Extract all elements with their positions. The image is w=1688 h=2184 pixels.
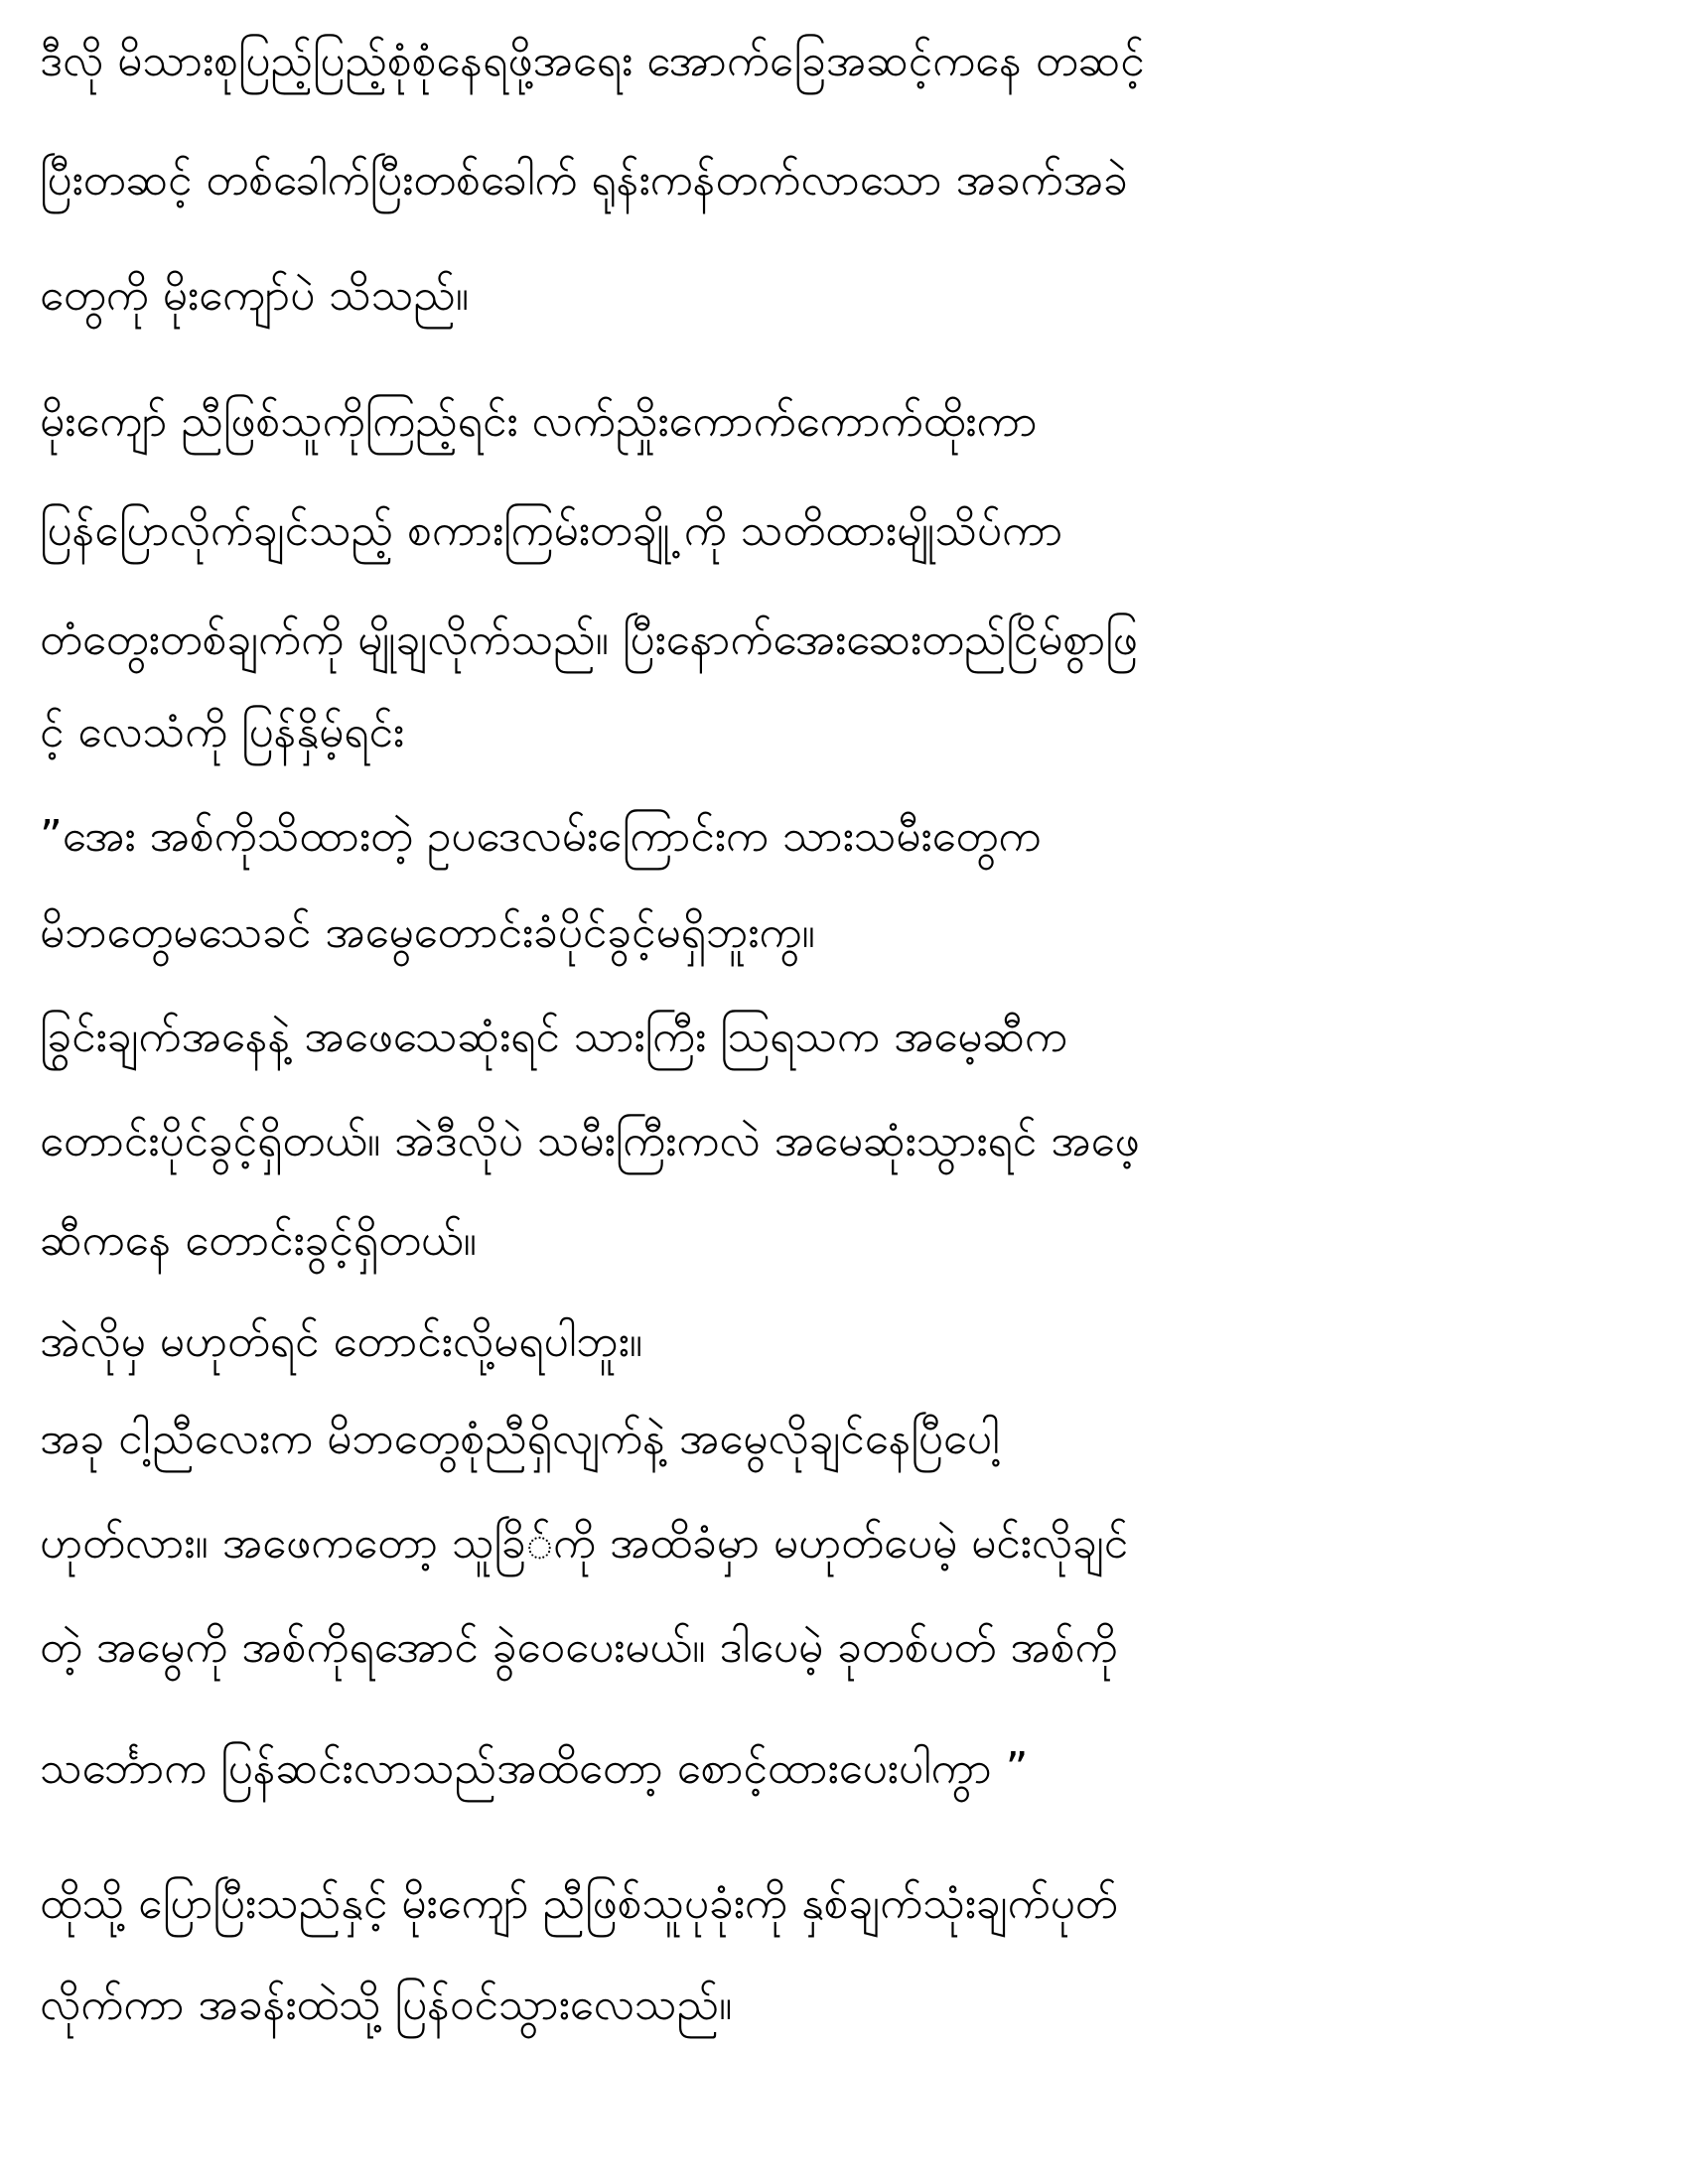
text-line: ဆီကနေ တောင်းခွင့်ရှိတယ်။ [40, 1215, 477, 1266]
text-line: အခု ငါ့ညီလေးက မိဘတွေစုံညီရှိလျက်နဲ့ အမွေလိုချင်နေပြီပေါ့ [40, 1414, 1000, 1464]
text-line: ပြီးတဆင့် တစ်ခေါက်ပြီးတစ်ခေါက် ရုန်းကန်တက်လာသော အခက်အခဲ [40, 155, 1128, 205]
text-line: ဟုတ်လား။ အဖေကတော့ သူခြိ်ကို အထိခံမှာ မဟုတ်ပေမဲ့ မင်းလိုချင် [40, 1518, 1129, 1569]
text-line: တွေကို မိုးကျော်ပဲ သိသည်။ [40, 270, 470, 321]
text-line: လိုက်ကာ အခန်းထဲသို့ ပြန်ဝင်သွားလေသည်။ [40, 1979, 733, 2030]
text-line: ထိုသို့ ပြောပြီးသည်နှင့် မိုးကျော် ညီဖြစ်သူပုခုံးကို နှစ်ချက်သုံးချက်ပုတ် [40, 1878, 1118, 1929]
text-line: တဲ့ အမွေကို အစ်ကိုရအောင် ခွဲဝေပေးမယ်။ ဒါပေမဲ့ ခုတစ်ပတ် အစ်ကို [40, 1622, 1118, 1673]
text-line: ခြွင်းချက်အနေနဲ့ အဖေသေဆုံးရင် သားကြီး ဩရသက အမေ့ဆီက [40, 1012, 1067, 1062]
text-line: တံတွေးတစ်ချက်ကို မျိုချလိုက်သည်။ ပြီးနောက်အေးဆေးတည်ငြိမ်စွာဖြ [40, 614, 1138, 665]
text-line: မိုးကျော် ညီဖြစ်သူကိုကြည့်ရင်း လက်ညှိုးကောက်ကောက်ထိုးကာ [40, 396, 1038, 447]
text-line: အဲလိုမှ မဟုတ်ရင် တောင်းလို့မရပါဘူး။ [40, 1316, 643, 1367]
text-line: ပြန်ပြောလိုက်ချင်သည့် စကားကြမ်းတချို့ ကို သတိထားမျိုသိပ်ကာ [40, 505, 1063, 556]
text-line: ဒီလို မိသားစုပြည့်ပြည့်စုံစုံနေရဖို့အရေး အောက်ခြေအဆင့်ကနေ တဆင့် [40, 36, 1145, 86]
text-line: တောင်းပိုင်ခွင့်ရှိတယ်။ အဲဒီလိုပဲ သမီးကြီးကလဲ အမေဆုံးသွားရင် အဖေ့ [40, 1116, 1140, 1166]
text-line: မိဘတွေမသေခင် အမွေတောင်းခံပိုင်ခွင့်မရှိဘူးကွ။ [40, 907, 815, 958]
text-line: သင်္ဘောက ပြန်ဆင်းလာသည်အထိတော့ စောင့်ထားပေးပါကွာ ” [40, 1743, 1029, 1794]
text-line: ”အေး အစ်ကိုသိထားတဲ့ ဥပဒေလမ်းကြောင်းက သားသမီးတွေက [40, 811, 1042, 862]
text-line: င့် လေသံကို ပြန်နှိမ့်ရင်း [40, 707, 405, 757]
